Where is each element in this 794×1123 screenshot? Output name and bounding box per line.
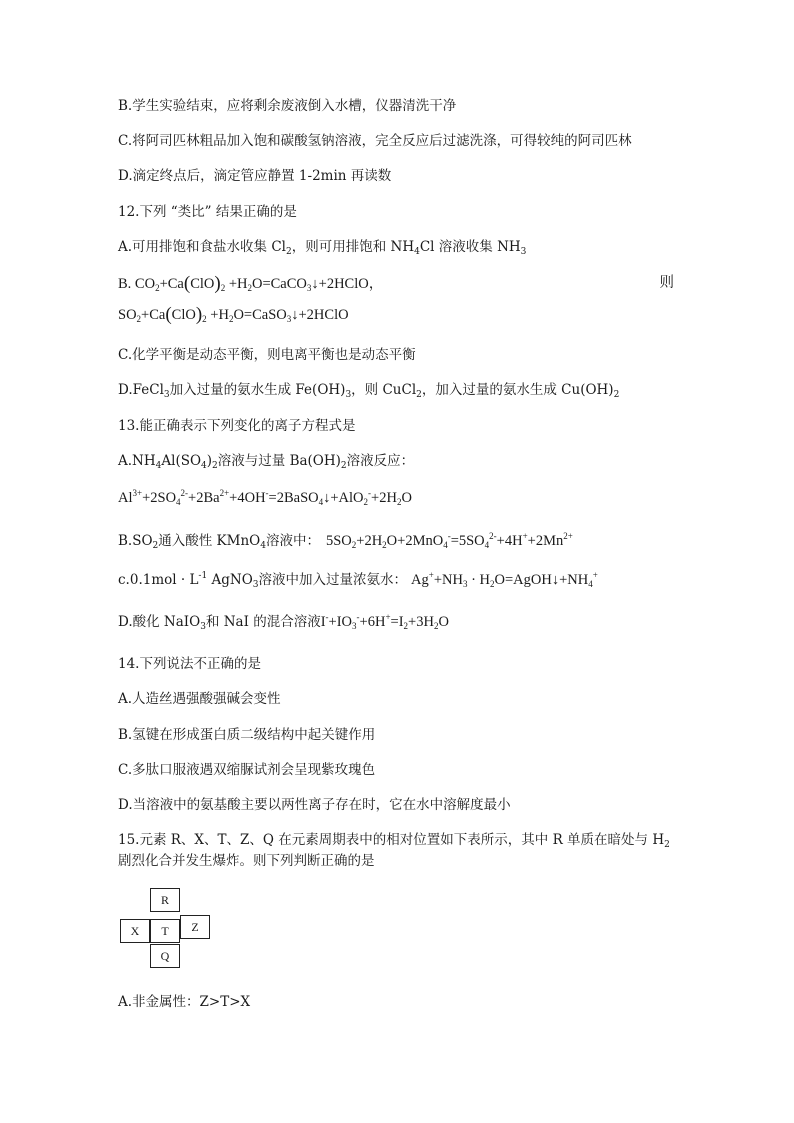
option-14b: B.氢键在形成蛋白质二级结构中起关键作用: [118, 727, 376, 743]
option-14d: D.当溶液中的氨基酸主要以两性离子存在时，它在水中溶解度最小: [118, 797, 511, 813]
cell-t: T: [150, 919, 180, 943]
then-word: 则: [659, 275, 674, 291]
cell-q: Q: [150, 944, 180, 968]
option-12a: A.可用排饱和食盐水收集 $Cl_2$，则可用排饱和 $NH_4Cl$ 溶液收集 $NH_3$: [118, 239, 527, 257]
option-13d: D.酸化 NaIO$_3$和 NaI 的混合溶液$I^-+IO_3^-+6H^+=I_2+3H_2O$: [118, 612, 449, 632]
question-15-stem-line2: 剧烈化合并发生爆炸。则下列判断正确的是: [118, 853, 375, 869]
cell-z: Z: [180, 915, 210, 939]
option-15a: A.非金属性：Z>T>X: [118, 994, 251, 1010]
option-12b-line2: $SO_2+Ca(ClO)_2$ $+H_2O=CaSO_3↓+2HClO$: [118, 304, 349, 325]
option-13b: $B.SO_2$通入酸性 KMnO$_4$溶液中： $5SO_2+2H_2O+2MnO_4^-=5SO_4^{2-}+4H^++2Mn^{2+}$: [118, 531, 573, 551]
option-14c: C.多肽口服液遇双缩脲试剂会呈现紫玫瑰色: [118, 762, 376, 778]
question-12-stem: 12.下列 “类比” 结果正确的是: [118, 204, 297, 220]
equation-13a: $Al^{3+}+2SO_4^{2-}+2Ba^{2+}+4OH^-=2BaSO_4↓+AlO_2^-+2H_2O$: [118, 488, 412, 507]
cell-x: X: [120, 919, 150, 943]
cell-r: R: [150, 888, 180, 912]
option-12b-line1: B. $CO_2+Ca(ClO)_2$ $+H_2O=CaCO_3↓+2HClO$， 则: [118, 273, 674, 294]
option-13c: $c.0.1mol \cdot L^{-1}$ AgNO$_3$溶液中加入过量浓氨水： $Ag^++NH_3$ · $H_2O=AgOH↓+NH_4^+$: [118, 570, 598, 590]
option-14a: A.人造丝遇强酸强碱会变性: [118, 691, 281, 707]
question-14-stem: 14.下列说法不正确的是: [118, 656, 261, 672]
option-11d: D.滴定终点后，滴定管应静置 1-2min 再读数: [118, 168, 392, 184]
option-11b: B.学生实验结束，应将剩余废液倒入水槽，仪器清洗干净: [118, 98, 457, 114]
option-12c: C.化学平衡是动态平衡，则电离平衡也是动态平衡: [118, 347, 416, 363]
option-13a: $A.NH_4Al(SO_4)_2$溶液与过量 $Ba(OH)_2$溶液反应：: [118, 453, 415, 471]
question-15-stem-line1: 15.元素 R、X、T、Z、Q 在元素周期表中的相对位置如下表所示，其中 R 单质在暗处与 $H_2$: [118, 832, 670, 850]
option-12d: D.FeCl$_3$加入过量的氨水生成 $Fe(OH)_3$，则 CuCl$_2$，加入过量的氨水生成 $Cu(OH)_2$: [118, 382, 620, 400]
question-13-stem: 13.能正确表示下列变化的离子方程式是: [118, 418, 356, 434]
option-11c: C.将阿司匹林粗品加入饱和碳酸氢钠溶液，完全反应后过滤洗涤，可得较纯的阿司匹林: [118, 133, 632, 149]
